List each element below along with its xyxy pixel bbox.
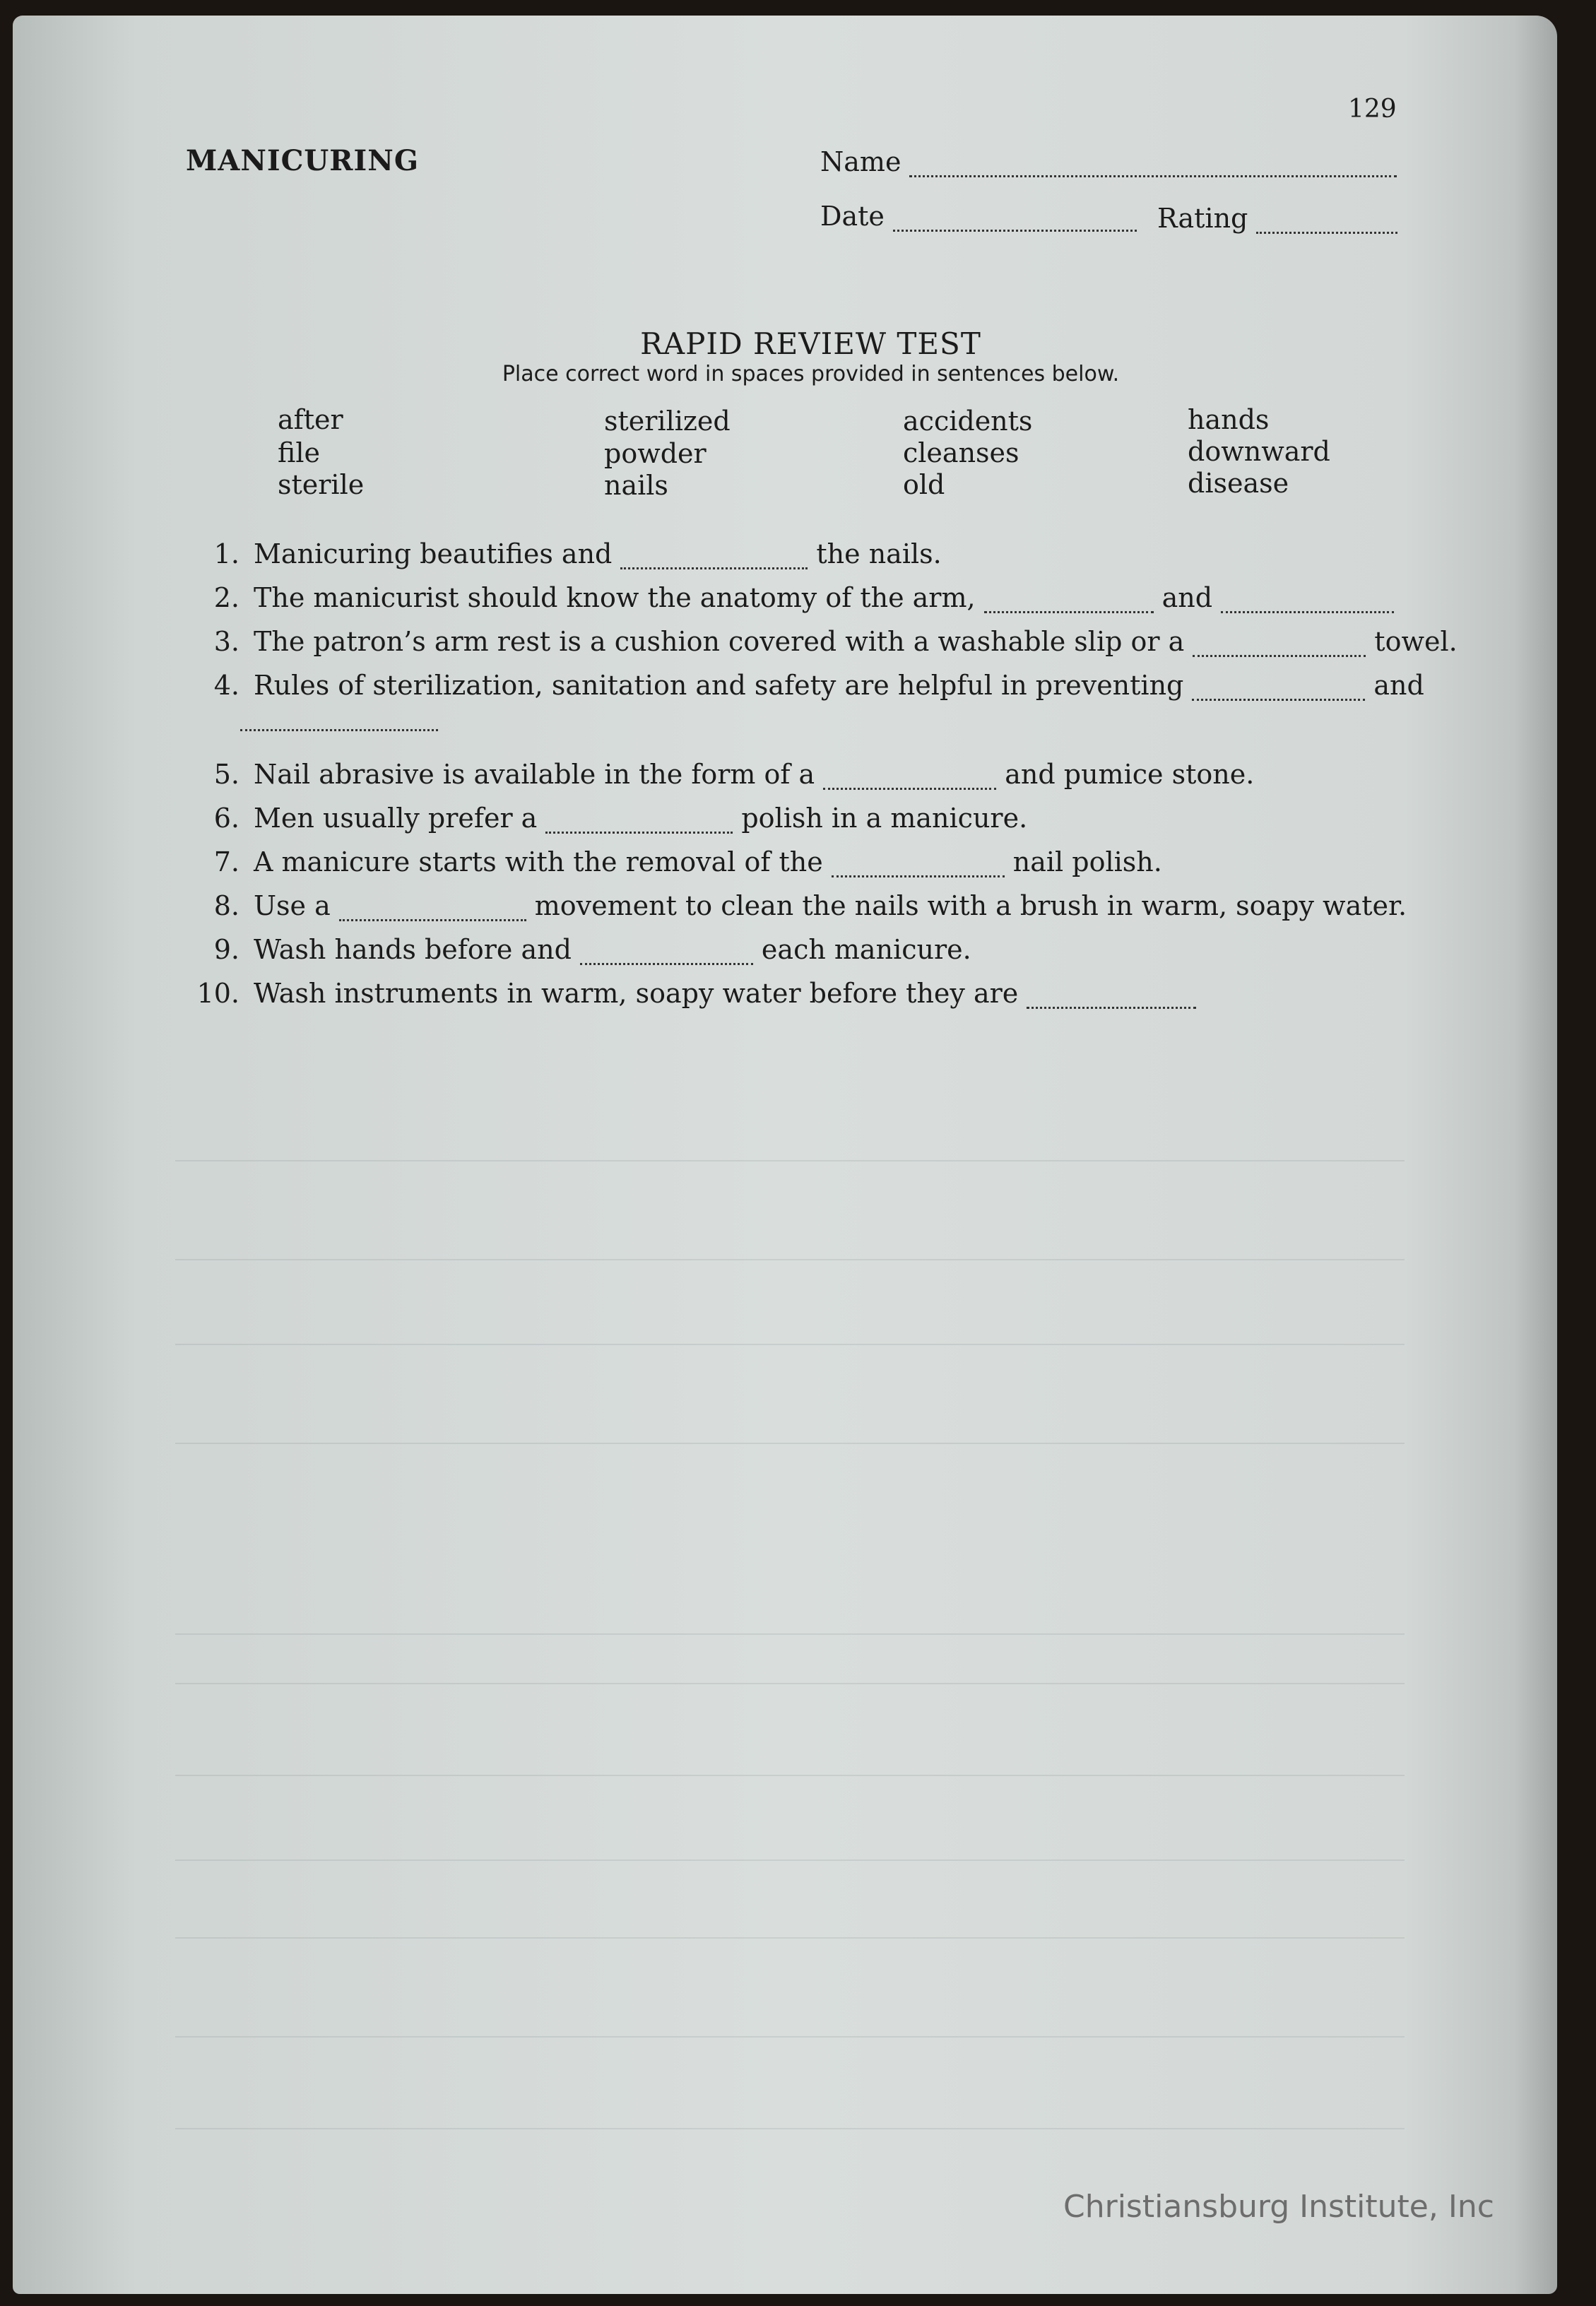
question-text: and [1373, 670, 1424, 701]
question-4 [193, 670, 1424, 701]
answer-blank[interactable] [1193, 635, 1366, 657]
word-bank-item: downward [1188, 436, 1330, 467]
question-number: 10. [196, 978, 240, 1009]
answer-blank[interactable] [1192, 679, 1365, 701]
word-bank-item: after [278, 404, 343, 435]
answer-blank[interactable] [1221, 591, 1394, 613]
question-number: 7. [213, 846, 240, 877]
name-blank[interactable] [909, 154, 1397, 177]
answer-blank[interactable] [823, 768, 996, 790]
question-text: A manicure starts with the removal of the [254, 846, 823, 877]
word-bank-item: disease [1188, 468, 1289, 499]
question-text: Wash hands before and [254, 934, 572, 965]
rating-label: Rating [1157, 203, 1248, 234]
word-bank-item: accidents [903, 406, 1033, 437]
question-text: and [1161, 582, 1213, 613]
question-text: Manicuring beautifies and [254, 538, 613, 569]
question-text: Men usually prefer a [254, 803, 538, 834]
answer-blank[interactable] [580, 943, 753, 965]
question-number: 4. [213, 670, 240, 701]
date-blank[interactable] [893, 208, 1137, 232]
answer-blank[interactable] [339, 899, 526, 921]
watermark-text: Christiansburg Institute, Inc [1063, 2189, 1494, 2225]
name-label: Name [820, 146, 902, 177]
bleed-through-line [175, 1160, 1405, 1161]
question-text: each manicure. [761, 934, 971, 965]
test-title: RAPID REVIEW TEST [640, 326, 981, 361]
word-bank-item: nails [604, 470, 668, 501]
bleed-through-line [175, 2128, 1405, 2129]
question-text: nail polish. [1012, 846, 1162, 877]
answer-blank[interactable] [832, 856, 1005, 877]
question-9 [193, 934, 971, 965]
question-number: 2. [213, 582, 240, 613]
question-7 [193, 846, 1162, 877]
question-10 [193, 978, 1205, 1009]
question-5 [193, 759, 1254, 790]
question-number: 1. [213, 538, 240, 569]
rating-field[interactable] [1157, 203, 1397, 234]
question-2 [193, 582, 1402, 613]
question-text: Use a [254, 890, 331, 921]
word-bank-item: sterilized [604, 406, 731, 437]
question-text: the nails. [816, 538, 942, 569]
subject-heading: MANICURING [186, 144, 419, 177]
question-number: 9. [213, 934, 240, 965]
worksheet-page [13, 16, 1557, 2294]
question-text: polish in a manicure. [741, 803, 1028, 834]
question-text: Rules of sterilization, sanitation and safety are helpful in preventing [254, 670, 1184, 701]
question-text: towel. [1374, 626, 1458, 657]
bleed-through-line [175, 1344, 1405, 1345]
question-number: 8. [213, 890, 240, 921]
bleed-through-line [175, 1443, 1405, 1444]
answer-blank[interactable] [620, 548, 808, 569]
name-field[interactable] [820, 146, 1397, 177]
bleed-through-line [175, 1633, 1405, 1635]
date-label: Date [820, 201, 885, 232]
question-text: and pumice stone. [1005, 759, 1255, 790]
question-1 [193, 538, 942, 569]
question-number: 6. [213, 803, 240, 834]
bleed-through-line [175, 1259, 1405, 1260]
question-6 [193, 803, 1027, 834]
question-text: movement to clean the nails with a brush in warm, soapy water. [534, 890, 1407, 921]
question-text: The patron’s arm rest is a cushion covered with a washable slip or a [254, 626, 1185, 657]
bleed-through-line [175, 2036, 1405, 2038]
answer-blank[interactable] [545, 812, 733, 834]
page-number: 129 [1348, 95, 1397, 124]
bleed-through-line [175, 1775, 1405, 1776]
bleed-through-line [175, 1683, 1405, 1684]
word-bank-item: old [903, 469, 945, 500]
word-bank-item: hands [1188, 404, 1270, 435]
date-field[interactable] [820, 201, 1137, 232]
question-text: Nail abrasive is available in the form of a [254, 759, 815, 790]
question-8 [193, 890, 1407, 921]
word-bank-item: file [278, 437, 320, 468]
answer-blank[interactable] [1027, 987, 1196, 1009]
word-bank-item: cleanses [903, 437, 1019, 468]
answer-blank[interactable] [984, 591, 1154, 613]
question-text: Wash instruments in warm, soapy water before they are [254, 978, 1019, 1009]
test-instructions: Place correct word in spaces provided in sentences below. [502, 362, 1120, 386]
question-3 [193, 626, 1458, 657]
rating-blank[interactable] [1256, 211, 1397, 234]
word-bank-item: powder [604, 438, 707, 469]
question-number: 5. [213, 759, 240, 790]
answer-blank[interactable] [240, 729, 438, 731]
bleed-through-line [175, 1937, 1405, 1939]
word-bank-item: sterile [278, 469, 365, 500]
bleed-through-line [175, 1859, 1405, 1861]
question-number: 3. [213, 626, 240, 657]
question-text: The manicurist should know the anatomy of the arm, [254, 582, 976, 613]
